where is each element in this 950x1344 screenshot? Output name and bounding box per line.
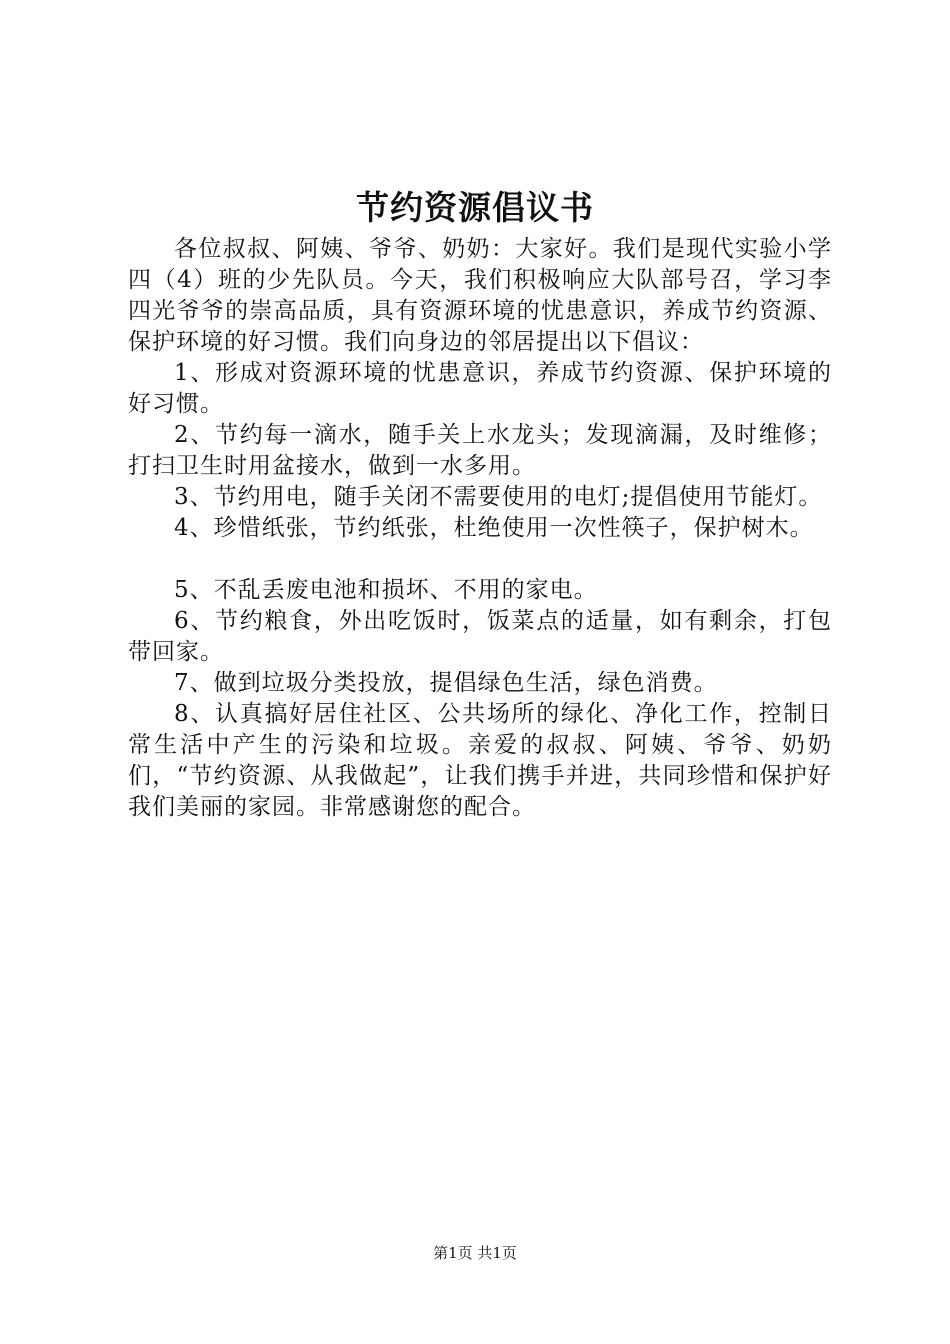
- paragraph-item-1: 1、形成对资源环境的忧患意识，养成节约资源、保护环境的好习惯。: [128, 360, 832, 417]
- document-body: [128, 234, 832, 823]
- paragraph-greeting: 各位叔叔、阿姨、爷爷、奶奶：大家好。我们是现代实验小学四（4）班的少先队员。今天，我们积极响应大队部号召，学习李四光爷爷的崇高品质，具有资源环境的忧患意识，养成节约资源、保护环境的好习惯。我们向身边的邻居提出以下倡议：: [128, 236, 832, 355]
- document-title: 节约资源倡议书: [356, 188, 594, 227]
- paragraph-item-3: 3、节约用电，随手关闭不需要使用的电灯;提倡使用节能灯。: [174, 484, 823, 510]
- paragraph-spacer: [128, 544, 832, 575]
- paragraph-item-7: 7、做到垃圾分类投放，提倡绿色生活，绿色消费。: [174, 670, 718, 696]
- paragraph-item-6: 6、节约粮食，外出吃饭时，饭菜点的适量，如有剩余，打包带回家。: [128, 608, 832, 665]
- page-footer: 第1页 共1页: [433, 1244, 517, 1262]
- paragraph-item-2: 2、节约每一滴水，随手关上水龙头；发现滴漏，及时维修；打扫卫生时用盆接水，做到一水多用。: [128, 422, 832, 479]
- paragraph-item-5: 5、不乱丢废电池和损坏、不用的家电。: [174, 577, 598, 603]
- paragraph-item-8: 8、认真搞好居住社区、公共场所的绿化、净化工作，控制日常生活中产生的污染和垃圾。亲爱的叔叔、阿姨、爷爷、奶奶们，“节约资源、从我做起”，让我们携手并进，共同珍惜和保护好我们美丽的家园。非常感谢您的配合。: [128, 701, 832, 820]
- paragraph-item-4: 4、珍惜纸张，节约纸张，杜绝使用一次性筷子，保护树木。: [174, 515, 814, 541]
